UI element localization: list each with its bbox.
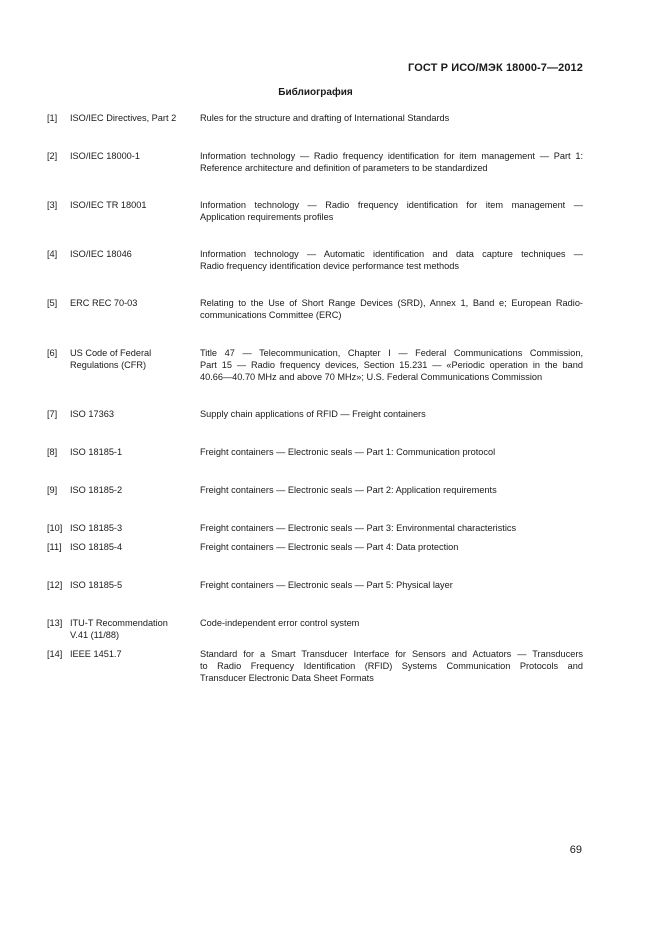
entry-title: Information technology — Radio frequency identification for item management — Application requirements profiles bbox=[200, 200, 583, 222]
entry-number: [8] bbox=[47, 447, 58, 457]
standard-header: ГОСТ Р ИСО/МЭК 18000-7—2012 bbox=[408, 62, 583, 74]
entry-reference: ISO/IEC 18000-1 bbox=[70, 151, 140, 161]
entry-reference: ISO/IEC TR 18001 bbox=[70, 200, 147, 210]
entry-number: [6] bbox=[47, 348, 58, 358]
entry-title: Freight containers — Electronic seals — Part 1: Communication protocol bbox=[200, 447, 496, 457]
entry-reference: ISO 18185-5 bbox=[70, 580, 123, 590]
page-number: 69 bbox=[569, 844, 582, 856]
entry-number: [11] bbox=[47, 542, 62, 552]
bibliography-title: Библиография bbox=[278, 87, 353, 98]
entry-title: Code-independent error control system bbox=[200, 618, 360, 628]
entry-title: Freight containers — Electronic seals — Part 4: Data protection bbox=[200, 542, 459, 552]
entry-reference: ISO 18185-4 bbox=[70, 542, 123, 552]
entry-number: [10] bbox=[47, 523, 63, 533]
entry-reference: ISO/IEC 18046 bbox=[70, 249, 132, 259]
entry-reference: ISO 17363 bbox=[70, 409, 114, 419]
entry-number: [12] bbox=[47, 580, 63, 590]
entry-reference: ISO 18185-2 bbox=[70, 485, 123, 495]
entry-number: [13] bbox=[47, 618, 63, 628]
entry-title: Freight containers — Electronic seals — Part 2: Application requirements bbox=[200, 485, 497, 495]
entry-number: [3] bbox=[47, 200, 58, 210]
entry-reference: ERC REC 70-03 bbox=[70, 298, 138, 308]
entry-reference: ISO 18185-3 bbox=[70, 523, 123, 533]
entry-title: Relating to the Use of Short Range Devices (SRD), Annex 1, Band e; European Radio- communications Committee (ERC) bbox=[200, 298, 583, 320]
entry-number: [5] bbox=[47, 298, 58, 308]
entry-title: Freight containers — Electronic seals — Part 5: Physical layer bbox=[200, 580, 453, 590]
entry-number: [4] bbox=[47, 249, 58, 259]
entry-title: Supply chain applications of RFID — Freight containers bbox=[200, 409, 426, 419]
entry-title: Standard for a Smart Transducer Interface for Sensors and Actuators — Transducers to Radio Frequency Identification (RFID) Systems Communication Protocols and Transducer Electronic Data Sheet Formats bbox=[200, 649, 583, 683]
entry-title: Information technology — Radio frequency identification for item management — Part 1: Reference architecture and definition of parameters to be standardized bbox=[200, 151, 583, 173]
entry-reference: ISO 18185-1 bbox=[70, 447, 123, 457]
entry-reference: IEEE 1451.7 bbox=[70, 649, 122, 659]
entry-number: [1] bbox=[47, 113, 58, 123]
entry-number: [2] bbox=[47, 151, 58, 161]
entry-title: Title 47 — Telecommunication, Chapter I — Federal Communications Commission, Part 15 — Radio frequency devices, Section 15.231 — «Periodic operation in the band 40.66—40.70 MHz and above 70 MHz»; U.S. Federal Communications Commission bbox=[200, 348, 583, 382]
entry-reference: US Code of Federal Regulations (CFR) bbox=[70, 348, 152, 370]
entry-title: Information technology — Automatic identification and data capture techniques — Radio frequency identification device performance test methods bbox=[200, 249, 583, 271]
entry-number: [9] bbox=[47, 485, 58, 495]
entry-number: [7] bbox=[47, 409, 58, 419]
entry-reference: ISO/IEC Directives, Part 2 bbox=[70, 113, 177, 123]
entry-title: Freight containers — Electronic seals — Part 3: Environmental characteristics bbox=[200, 523, 517, 533]
entry-title: Rules for the structure and drafting of International Standards bbox=[200, 113, 450, 123]
entry-reference: ITU-T Recommendation V.41 (11/88) bbox=[70, 618, 168, 640]
entry-number: [14] bbox=[47, 649, 63, 659]
